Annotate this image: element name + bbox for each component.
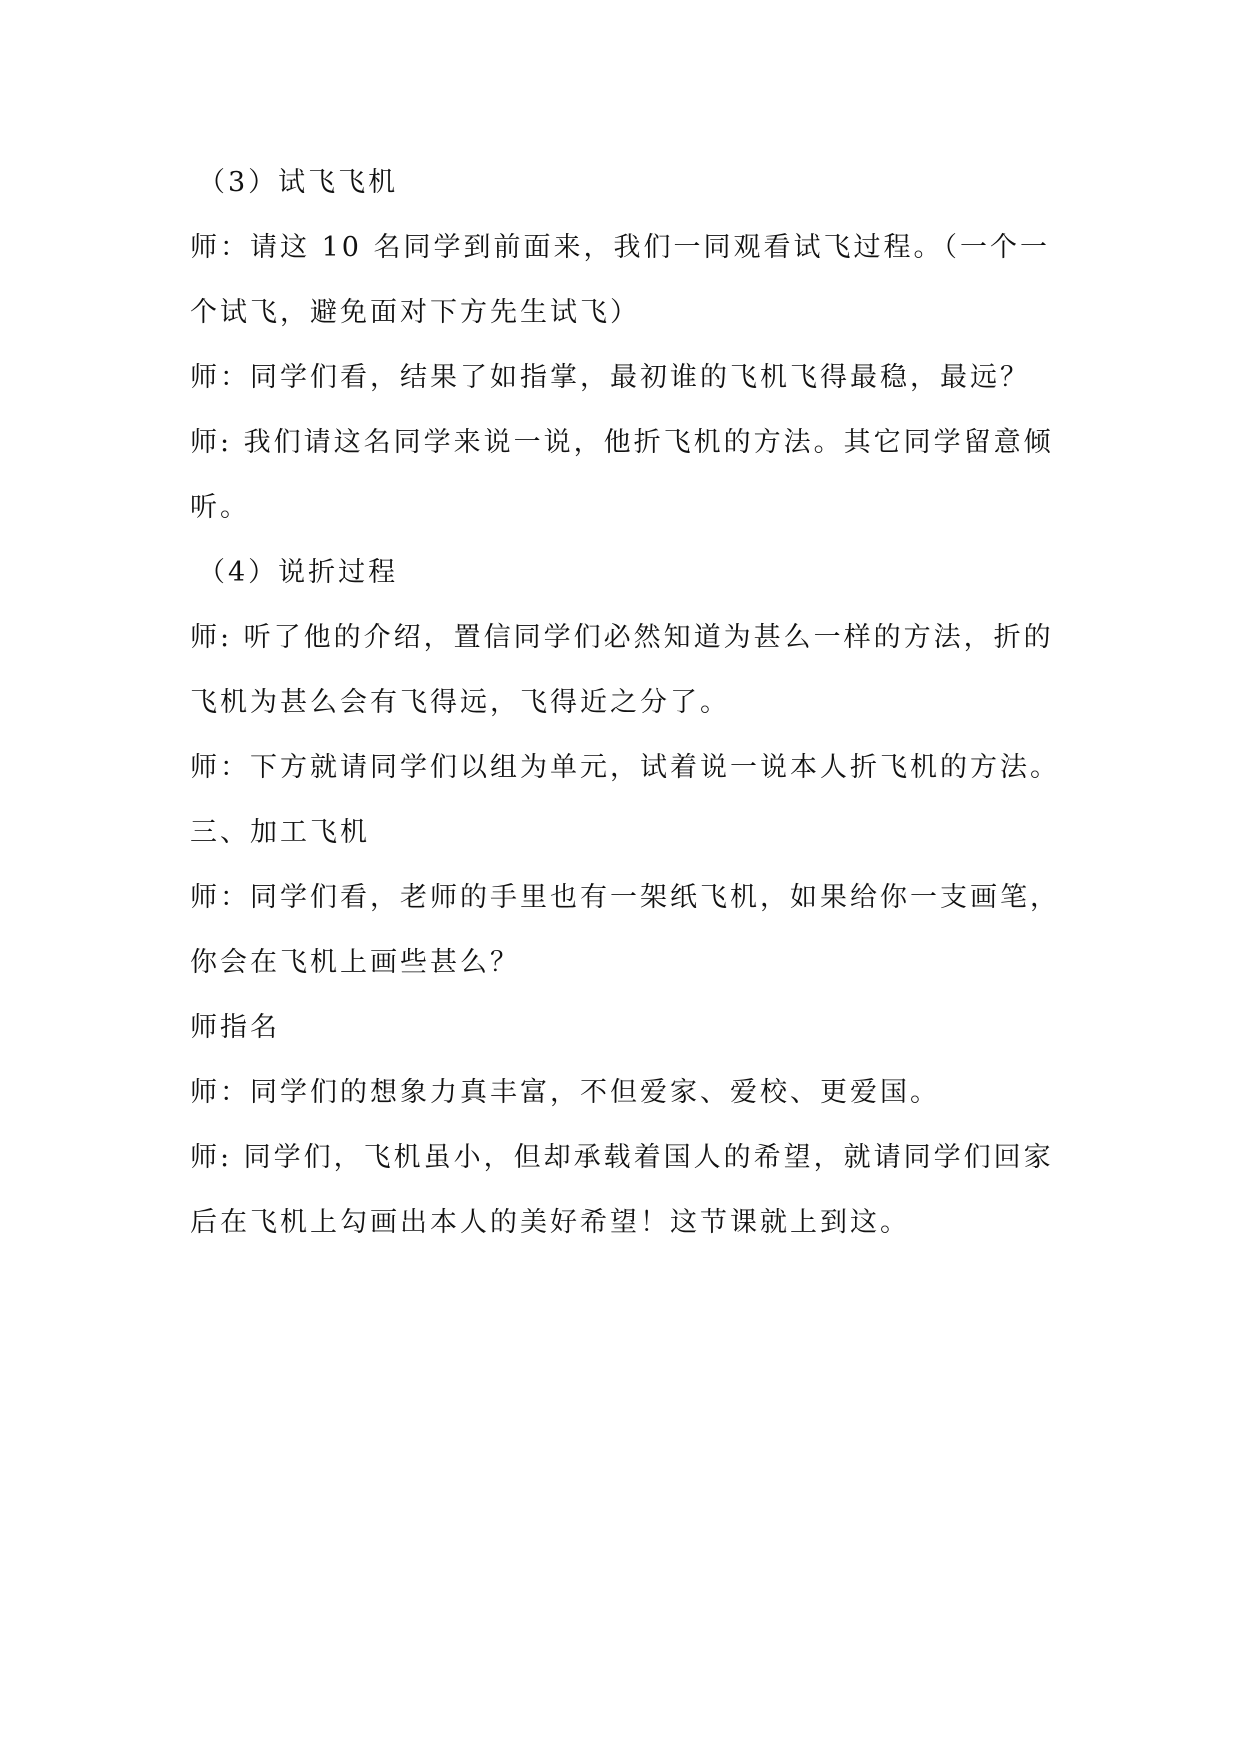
subsection-heading-test-flight: （3）试飞飞机 bbox=[198, 167, 399, 198]
paragraph-line: 师：同学们的想象力真丰富，不但爱家、爱校、更爱国。 bbox=[190, 1077, 940, 1108]
paragraph-line: 师: 我们请这名同学来说一说，他折飞机的方法。其它同学留意倾 bbox=[190, 427, 1054, 458]
paragraph-line: 师：同学们看，老师的手里也有一架纸飞机，如果给你一支画笔， bbox=[190, 882, 1060, 913]
paragraph-line: 师: 同学们，飞机虽小，但却承载着国人的希望，就请同学们回家 bbox=[190, 1142, 1054, 1173]
paragraph-line: 飞机为甚么会有飞得远，飞得近之分了。 bbox=[190, 687, 730, 718]
subsection-heading-folding-process: （4）说折过程 bbox=[198, 557, 399, 588]
paragraph-line: 后在飞机上勾画出本人的美好希望！这节课就上到这。 bbox=[190, 1207, 910, 1238]
paragraph-line: 个试飞，避免面对下方先生试飞） bbox=[190, 297, 640, 328]
section-heading-decorate-plane: 三、加工飞机 bbox=[190, 817, 370, 848]
paragraph-line: 你会在飞机上画些甚么？ bbox=[190, 947, 520, 978]
paragraph-line: 师：同学们看，结果了如指掌，最初谁的飞机飞得最稳，最远？ bbox=[190, 362, 1030, 393]
paragraph-line: 听。 bbox=[190, 492, 250, 523]
document-body bbox=[190, 158, 1070, 1263]
paragraph-line: 师指名 bbox=[190, 1012, 280, 1043]
paragraph-line: 师：下方就请同学们以组为单元，试着说一说本人折飞机的方法。 bbox=[190, 752, 1060, 783]
paragraph-line: 师: 听了他的介绍，置信同学们必然知道为甚么一样的方法，折的 bbox=[190, 622, 1054, 653]
paragraph-line: 师：请这 10 名同学到前面来，我们一同观看试飞过程。（一个一 bbox=[190, 232, 1051, 263]
